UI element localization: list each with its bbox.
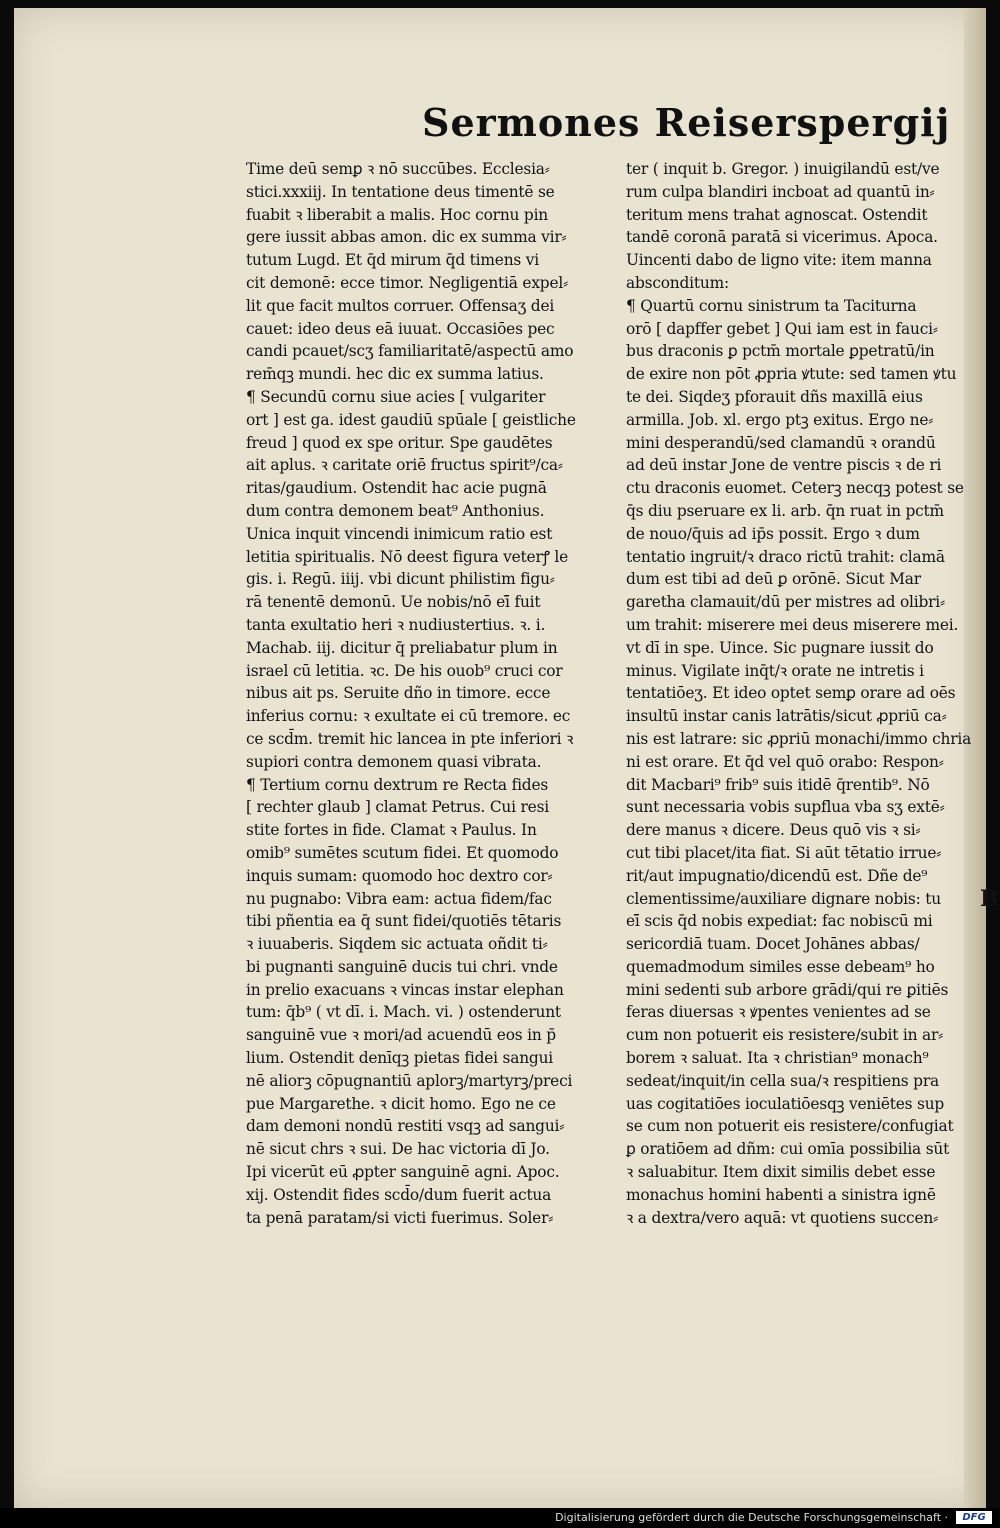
marginal-letter: B [980,886,999,912]
book-page [14,8,999,1508]
right-column-line: ter ( inquit b. Gregor. ) inuigilandū est/ve [626,160,940,178]
right-column-line: eī̄ scis q̄d nobis expediat: fac nobiscū mi [626,912,933,931]
right-column-line: rit/aut impugnatio/dicendū est. Dñe de⁹ [626,866,928,885]
left-column-line: cit demonē: ecce timor. Negligentiā expel⸗ [246,273,569,292]
right-column-line: q̄s diu pseruare ex li. arb. q̄n ruat in pctm̄ [626,501,944,520]
right-column-line: ꝛ saluabitur. Item dixit similis debet esse [626,1163,936,1182]
left-column-line: tibi pñentia ea q̄ sunt fidei/quotiēs tētaris [246,912,562,931]
right-column-line: dere manus ꝛ dicere. Deus quō vis ꝛ si⸗ [626,821,921,840]
left-column-line: omib⁹ sumētes scutum fidei. Et quomodo [246,843,559,862]
left-text-column [246,158,616,1229]
left-column-line: xij. Ostendit fides scd̄o/dum fuerit actua [246,1185,552,1204]
right-column-line: armilla. Job. xl. ergo ptꝫ exitus. Ergo ne⸗ [626,410,934,429]
left-column-line: dum contra demonem beat⁹ Anthonius. [246,501,545,520]
right-column-line: cum non potuerit eis resistere/subit in ar⸗ [626,1026,944,1045]
footer-bar [0,1508,1000,1528]
right-column-line: uas cogitatiōes ioculatiōesqꝫ veniētes sup [626,1094,945,1113]
left-column-line: ort ] est ga. idest gaudiū spūale [ geistliche [246,410,576,429]
left-column-line: fuabit ꝛ liberabit a malis. Hoc cornu pin [246,205,549,224]
running-head: Sermones Reiserspergij [422,100,951,145]
left-column-line: supiori contra demonem quasi vibrata. [246,752,542,771]
right-column-line: um trahit: miserere mei deus miserere mei. [626,615,959,634]
left-column-line: stite fortes in fide. Clamat ꝛ Paulus. In [246,821,537,840]
right-column-line: dit Macbari⁹ frib⁹ suis itidē q̄rentib⁹. Nō [626,775,930,794]
right-column-line: ni est orare. Et q̄d vel quō orabo: Respon⸗ [626,752,944,771]
left-column-line: lit que facit multos corruer. Offensaʒ dei [246,296,555,315]
left-column-line: nē sicut chrs ꝛ sui. De hac victoria dī Jo. [246,1140,550,1159]
right-column-line: mini sedenti sub arbore grādi/qui re ꝑitiēs [626,980,949,999]
right-column-line: ad deū instar Jone de ventre piscis ꝛ de ri [626,456,942,475]
right-column-line: insultū instar canis latrātis/sicut ꝓpriū ca⸗ [626,707,947,726]
right-column-line: orō [ dapffer gebet ] Qui iam est in fauci⸗ [626,319,938,338]
right-column-line: cut tibi placet/ita fiat. Si aūt tētatio irrue⸗ [626,843,942,862]
left-column-line: Machab. iij. dicitur q̄ preliabatur plum in [246,638,558,657]
left-column-line: ta penā paratam/si victi fuerimus. Soler⸗ [246,1208,554,1227]
left-column-line: gere iussit abbas amon. dic ex summa vir⸗ [246,228,567,247]
right-column-line: ꝑ oratiōem ad dñm: cui omīa possibilia sūt [626,1140,950,1159]
right-column-line: dum est tibi ad deū ꝑ orōnē. Sicut Mar [626,570,921,589]
right-column-line: de nouo/q̄uis ad ip̄s possit. Ergo ꝛ dum [626,524,920,543]
left-column-line: ¶ Secundū cornu siue acies [ vulgariter [246,387,546,406]
right-column-line: minus. Vigilate inq̄t/ꝛ orate ne intretis i [626,661,924,680]
left-column-line: cauet: ideo deus eā iuuat. Occasiōes pec [246,319,555,338]
right-column-line: tandē coronā paratā si vicerimus. Apoca. [626,228,938,247]
left-column-line: tum: q̄b⁹ ( vt dī. i. Mach. vi. ) ostenderunt [246,1003,561,1022]
left-column-line: freud ] quod ex spe oritur. Spe gaudētes [246,433,553,452]
left-column-line: Ipi vicerūt eū ꝓpter sanguinē agni. Apoc. [246,1163,560,1182]
left-column-line: candi pcauet/scʒ familiaritatē/aspectū amo [246,342,574,361]
right-column-line: vt dī in spe. Uince. Sic pugnare iussit do [626,638,934,657]
right-column-line: bus draconis ꝑ pctm̄ mortale ꝑpetratū/in [626,342,935,361]
left-column-line: ¶ Tertium cornu dextrum re Recta fides [246,775,549,794]
funding-notice: Digitalisierung gefördert durch die Deutsche Forschungsgemeinschaft · [555,1511,948,1524]
right-column-line: clementissime/auxiliare dignare nobis: tu [626,889,941,908]
right-column-line: monachus homini habenti a sinistra ignē [626,1185,936,1204]
left-column-line: ce scd̄m. tremit hic lancea in pte inferiori ꝛ [246,729,574,748]
right-column-line: absconditum: [626,273,729,292]
right-column-line: teritum mens trahat agnoscat. Ostendit [626,205,928,224]
left-column-line: nu pugnabo: Vibra eam: actua fidem/fac [246,889,552,908]
left-column-line: ritas/gaudium. Ostendit hac acie pugnā [246,479,547,498]
left-column-line: pue Margarethe. ꝛ dicit homo. Ego ne ce [246,1094,556,1113]
left-column-line: ait aplus. ꝛ caritate oriē fructus spirit⁹/ca⸗ [246,456,563,475]
right-column-line: mini desperandū/sed clamandū ꝛ orandū [626,433,936,452]
left-column-line: dam demoni nondū restiti vsqꝫ ad sangui⸗ [246,1117,565,1136]
right-column-line: sericordiā tuam. Docet Johānes abbas/ [626,935,920,954]
right-column-line: garetha clamauit/dū per mistres ad olibri⸗ [626,593,945,612]
left-column-line: tutum Lugd. Et q̄d mirum q̄d timens vi [246,251,540,270]
right-column-line: quemadmodum similes esse debeam⁹ ho [626,957,935,976]
right-text-column [626,158,986,1229]
right-column-line: nis est latrare: sic ꝓpriū monachi/immo chria [626,729,972,748]
left-column-line: ꝛ iuuaberis. Siqdem sic actuata oñdit ti⸗ [246,935,548,954]
left-column-line: Unica inquit vincendi inimicum ratio est [246,524,553,543]
left-column-line: inferius cornu: ꝛ exultate ei cū tremore. ec [246,707,571,726]
left-column-line: nibus ait ps. Seruite dño in timore. ecce [246,684,551,703]
left-column-line: Time deū semꝑ ꝛ nō succūbes. Ecclesia⸗ [246,160,550,178]
left-column-line: gis. i. Regū. iiij. vbi dicunt philistim figu⸗ [246,570,555,589]
right-column-line: rum culpa blandiri incboat ad quantū in⸗ [626,182,935,201]
right-column-line: feras diuersas ꝛ ꝟpentes venientes ad se [626,1003,931,1022]
left-column-line: lium. Ostendit denīqꝫ pietas fidei sangui [246,1049,554,1068]
left-column-line: tanta exultatio heri ꝛ nudiustertius. ꝛ. i. [246,615,546,634]
right-column-line: se cum non potuerit eis resistere/confugiat [626,1117,954,1136]
left-column-line: letitia spiritualis. Nō deest figura veterꝭ le [246,547,569,566]
right-column-line: ctu draconis euomet. Ceterꝫ necqꝫ potest se [626,479,964,498]
right-column-line: tentatio ingruit/ꝛ draco rictū trahit: clamā [626,547,945,566]
right-column-line: ꝛ a dextra/vero aquā: vt quotiens succen⸗ [626,1208,939,1227]
right-column-line: sunt necessaria vobis supflua vba sʒ extē⸗ [626,798,945,817]
right-column-line: tentatiōeʒ. Et ideo optet semꝑ orare ad oēs [626,684,956,703]
left-column-line: stici.xxxiij. In tentatione deus timentē se [246,182,555,201]
right-column-line: de exire non pōt ꝓpria ꝟtute: sed tamen ꝟtu [626,365,957,384]
left-column-line: nē aliorꝫ cōpugnantiū aplorꝫ/martyrꝫ/preci [246,1071,573,1090]
right-column-line: borem ꝛ saluat. Ita ꝛ christian⁹ monach⁹ [626,1049,929,1068]
right-column-line: te dei. Siqdeʒ pforauit dñs maxillā eius [626,387,923,406]
left-column-line: [ rechter glaub ] clamat Petrus. Cui resi [246,798,550,817]
left-column-line: in prelio exacuans ꝛ vincas instar elephan [246,980,564,999]
right-column-line: Uincenti dabo de ligno vite: item manna [626,251,932,270]
dfg-logo: DFG [956,1511,992,1524]
left-column-line: bi pugnanti sanguinē ducis tui chri. vnde [246,957,558,976]
right-column-line: sedeat/inquit/in cella sua/ꝛ respitiens pra [626,1071,939,1090]
right-column-line: ¶ Quartū cornu sinistrum ta Taciturna [626,296,917,315]
left-column-line: sanguinē vue ꝛ mori/ad acuendū eos in p̄ [246,1026,556,1045]
left-column-line: israel cū letitia. ꝛc. De his ouob⁹ cruci cor [246,661,563,680]
left-column-line: rem̄qꝫ mundi. hec dic ex summa latius. [246,365,544,384]
left-column-line: inquis sumam: quomodo hoc dextro cor⸗ [246,866,553,885]
left-column-line: rā tenentē demonū. Ue nobis/nō eī̄ fuit [246,593,541,612]
